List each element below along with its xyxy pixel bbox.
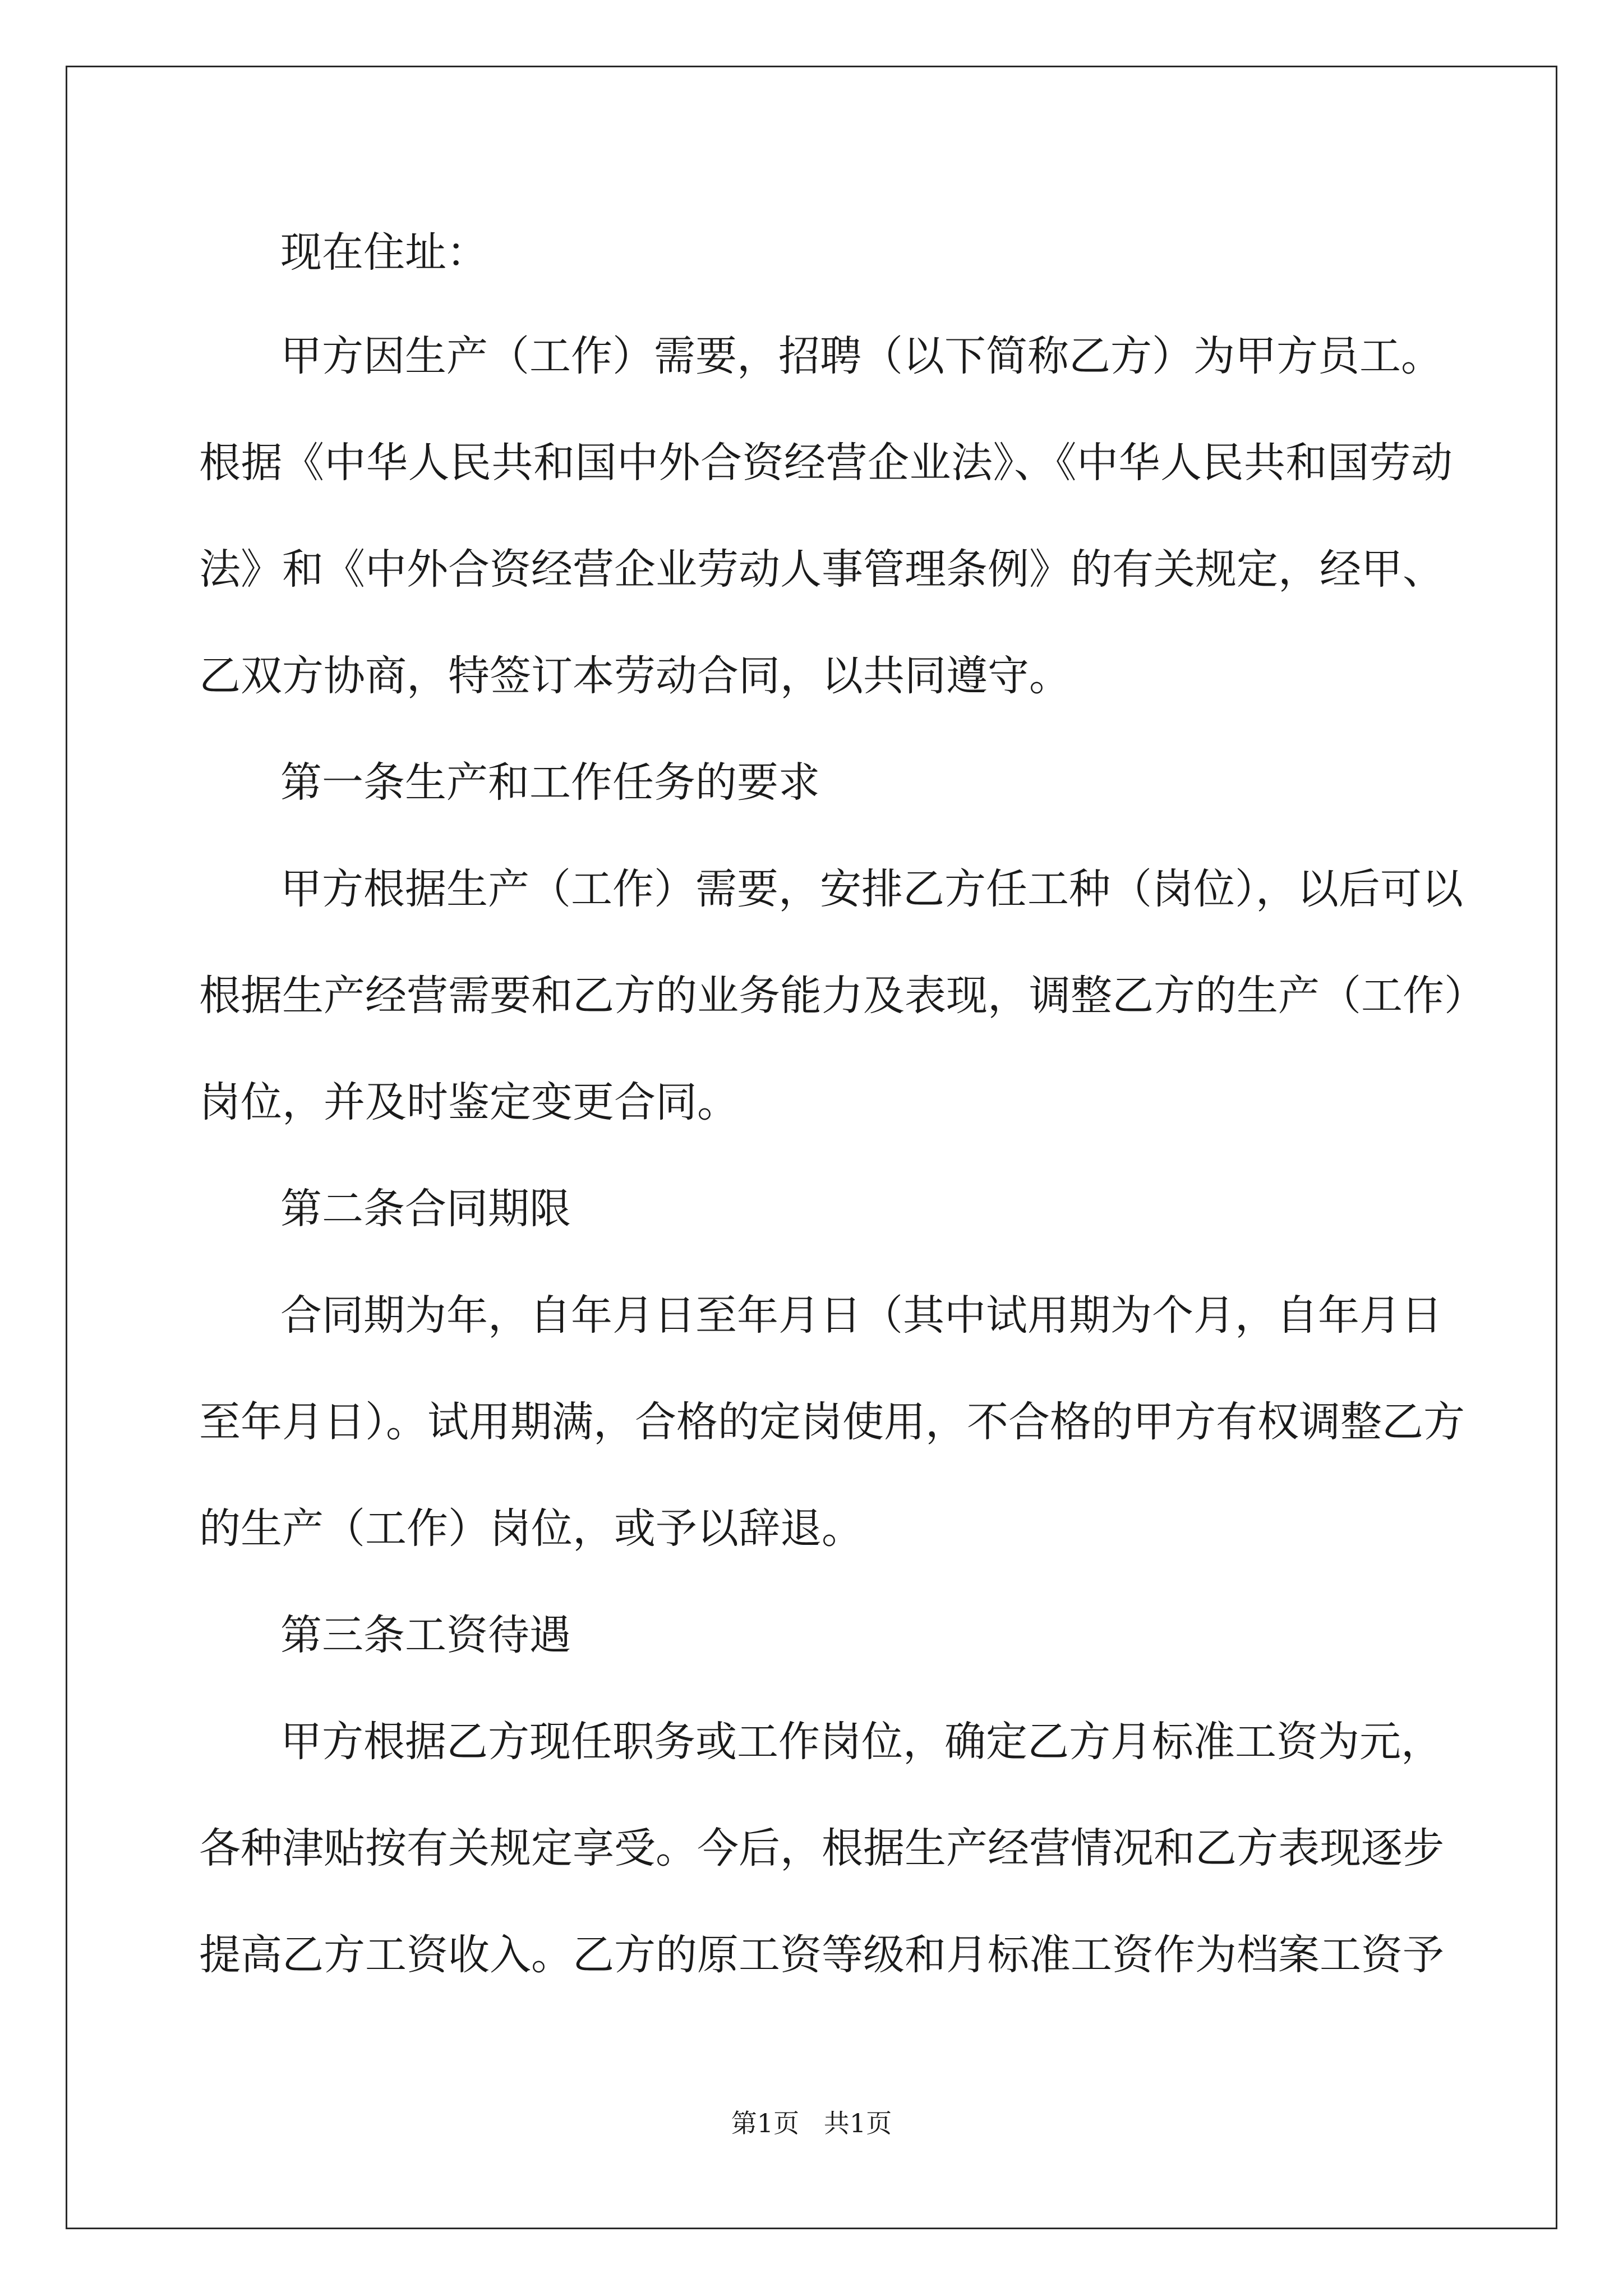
paragraph-line: 甲方根据生产（工作）需要，安排乙方任工种（岗位），以后可以 [280, 865, 1463, 913]
page-number-footer: 第1页 共1页 [731, 2108, 892, 2138]
paragraph-line: 合同期为年，自年月日至年月日（其中试用期为个月，自年月日 [280, 1291, 1442, 1340]
address-line: 现在住址： [280, 228, 488, 277]
section-heading: 第一条生产和工作任务的要求 [280, 758, 820, 807]
paragraph-line: 根据生产经营需要和乙方的业务能力及表现，调整乙方的生产（工作） [199, 972, 1486, 1020]
paragraph-line: 的生产（工作）岗位，或予以辞退。 [199, 1504, 863, 1553]
paragraph-line: 至年月日）。试用期满，合格的定岗使用，不合格的甲方有权调整乙方 [199, 1398, 1465, 1446]
page-border [66, 66, 1557, 2229]
paragraph-line: 根据《中华人民共和国中外合资经营企业法》、《中华人民共和国劳动 [199, 439, 1453, 487]
paragraph-line: 甲方根据乙方现任职务或工作岗位，确定乙方月标准工资为元， [280, 1718, 1442, 1766]
paragraph-line: 乙双方协商，特签订本劳动合同，以共同遵守。 [199, 652, 1071, 700]
paragraph-line: 法》和《中外合资经营企业劳动人事管理条例》的有关规定，经甲、 [199, 545, 1444, 593]
paragraph-line: 甲方因生产（工作）需要，招聘（以下简称乙方）为甲方员工。 [280, 332, 1442, 380]
paragraph-line: 各种津贴按有关规定享受。今后，根据生产经营情况和乙方表现逐步 [199, 1824, 1444, 1872]
section-heading: 第三条工资待遇 [280, 1611, 571, 1659]
paragraph-line: 岗位，并及时鉴定变更合同。 [199, 1078, 739, 1126]
paragraph-line: 提高乙方工资收入。乙方的原工资等级和月标准工资作为档案工资予 [199, 1931, 1444, 1979]
section-heading: 第二条合同期限 [280, 1185, 571, 1233]
